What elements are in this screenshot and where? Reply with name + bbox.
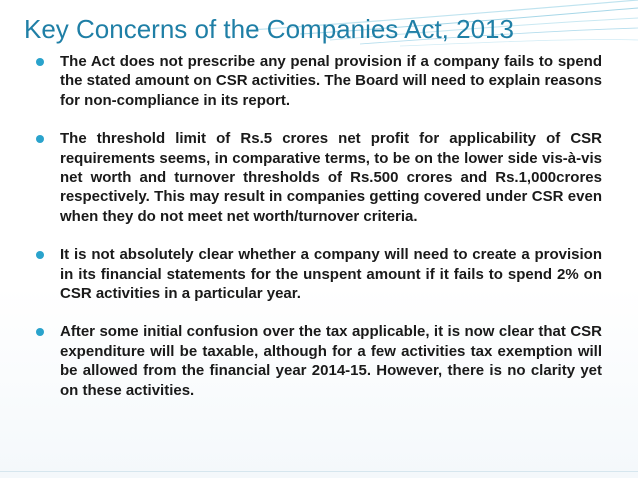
bullet-text: The Act does not prescribe any penal provision if a company fails to spend the stated amount on CSR activities. The Board will need to explain reasons for non-compliance in its report. — [60, 53, 602, 109]
bullet-text: The threshold limit of Rs.5 crores net profit for applicability of CSR requirements seems, in comparative terms, to be on the lower side vis-à-vis net worth and turnover thresholds of Rs.500 crores and Rs.1,000crores respectively. This may result in companies getting covered under CSR even when they do not meet net worth/turnover criteria. — [60, 130, 602, 225]
bullet-text: After some initial confusion over the tax applicable, it is now clear that CSR expenditure will be taxable, although for a few activities tax exemption will be allowed from the financial year 2014-15. However, there is no clarity yet on these activities. — [60, 323, 602, 399]
bullet-item — [36, 245, 602, 303]
bullet-icon — [36, 58, 44, 66]
bullet-icon — [36, 328, 44, 336]
slide-title: Key Concerns of the Companies Act, 2013 — [24, 14, 514, 44]
bullet-icon — [36, 251, 44, 259]
bullet-icon — [36, 135, 44, 143]
footer-divider — [0, 471, 638, 472]
bullet-item — [36, 129, 602, 226]
bullet-item — [36, 322, 602, 400]
bullet-list — [36, 52, 602, 419]
bullet-text: It is not absolutely clear whether a company will need to create a provision in its financial statements for the unspent amount if it fails to spend 2% on CSR activities in a particular year. — [60, 246, 602, 303]
bullet-item — [36, 52, 602, 110]
